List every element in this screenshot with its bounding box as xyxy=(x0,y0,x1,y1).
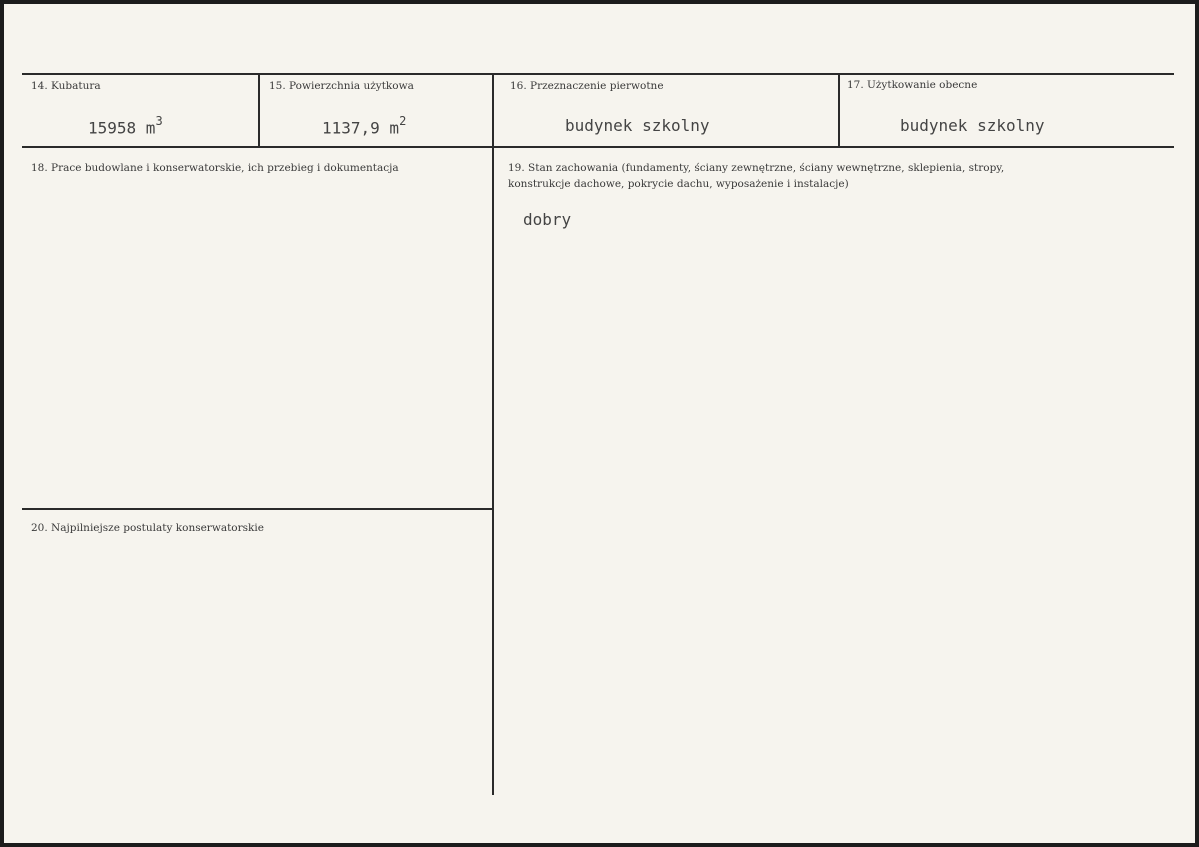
sep-15-16 xyxy=(492,74,494,147)
stan-zachowania-label-line1: 19. Stan zachowania (fundamenty, ściany zewnętrzne, ściany wewnętrzne, sklepienia, stropy, xyxy=(508,162,1005,174)
top-rule xyxy=(22,73,1174,75)
stan-zachowania-value: dobry xyxy=(523,210,572,229)
przeznaczenie-label: 16. Przeznaczenie pierwotne xyxy=(510,80,664,92)
record-card xyxy=(4,4,1195,843)
stan-zachowania-label-line2: konstrukcje dachowe, pokrycie dachu, wyposażenie i instalacje) xyxy=(508,178,849,190)
left-mid-rule xyxy=(22,508,492,510)
uzytkowanie-value: budynek szkolny xyxy=(900,116,1045,135)
powierzchnia-label: 15. Powierzchnia użytkowa xyxy=(269,80,414,92)
row1-bottom-rule xyxy=(22,146,1174,148)
kubatura-value: 15958 $m^3$ xyxy=(88,114,163,138)
prace-label: 18. Prace budowlane i konserwatorskie, ich przebieg i dokumentacja xyxy=(31,162,399,174)
sep-16-17 xyxy=(838,74,840,147)
uzytkowanie-label: 17. Użytkowanie obecne xyxy=(847,79,978,91)
sep-14-15 xyxy=(258,74,260,147)
kubatura-label: 14. Kubatura xyxy=(31,80,101,92)
postulaty-label: 20. Najpilniejsze postulaty konserwatorskie xyxy=(31,522,264,534)
przeznaczenie-value: budynek szkolny xyxy=(565,116,710,135)
powierzchnia-value: 1137,9 $m^2$ xyxy=(322,114,407,138)
main-column-divider xyxy=(492,147,494,795)
